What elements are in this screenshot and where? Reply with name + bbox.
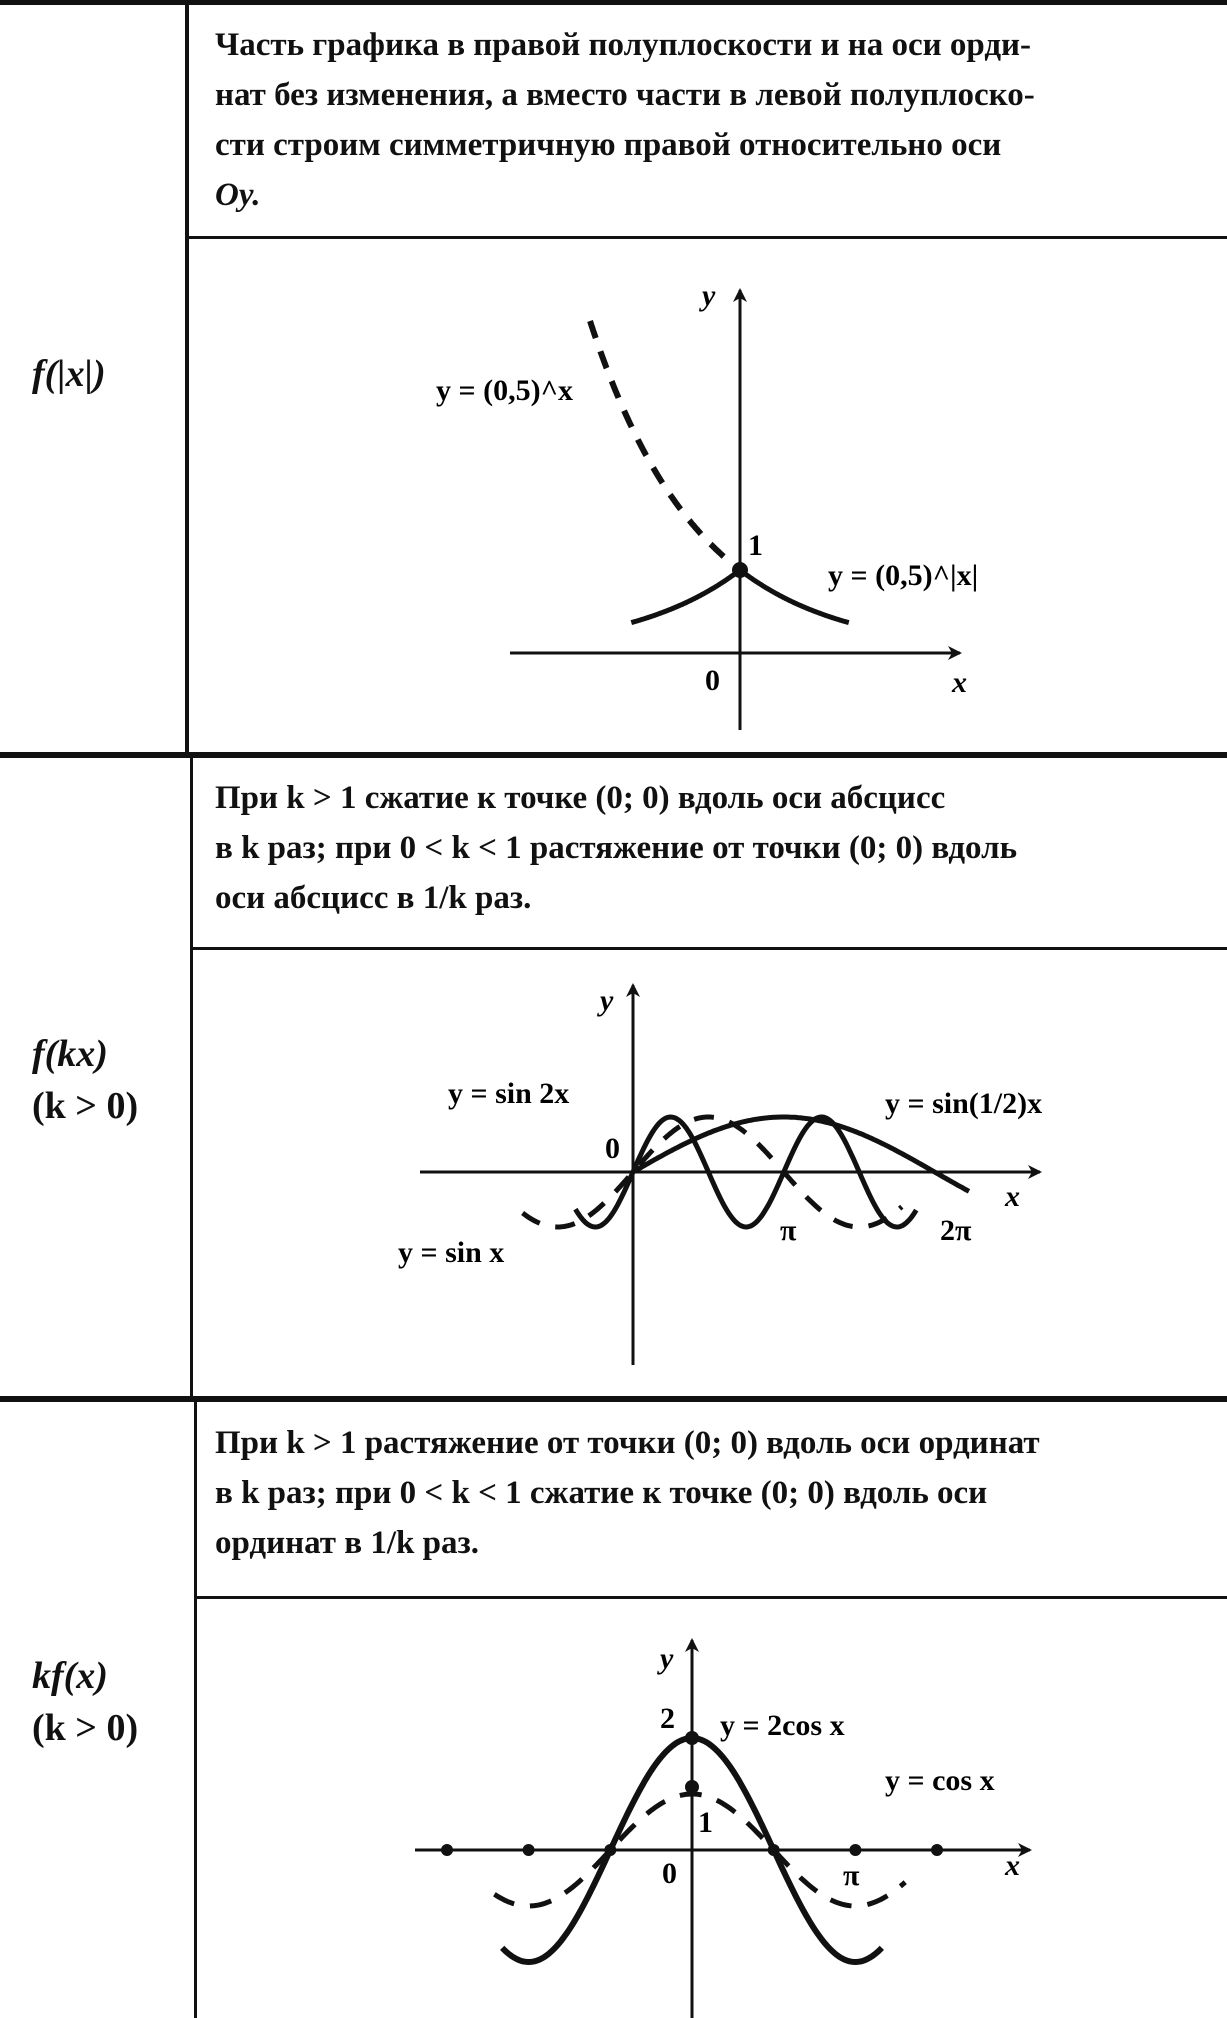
x-axis-label: x [1005,1849,1020,1882]
curve-label-2cosx: y = 2cos x [720,1709,845,1742]
axis-dot [441,1844,453,1856]
desc-line: в k раз; при 0 < k < 1 сжатие к точке (0; 0) вдоль оси [215,1475,988,1511]
curve-label-cosx: y = cos x [885,1764,995,1797]
graph-abs-x [436,279,978,730]
graph-kx [398,984,1042,1365]
tick-pi: π [780,1214,797,1247]
x-axis-label: x [952,666,967,699]
label-line: f(kx) [32,1033,108,1075]
origin-label: 0 [662,1857,677,1890]
intercept-point [732,562,748,578]
origin-label: 0 [605,1132,620,1165]
desc-line: в k раз; при 0 < k < 1 растяжение от точки (0; 0) вдоль [215,830,1018,866]
curve-label-sin2x: y = sin 2x [448,1077,570,1110]
tick-pi: π [843,1859,860,1892]
curve-label-dashed: y = (0,5)^x [436,374,574,407]
point-y1 [685,1780,699,1794]
point-label-1: 1 [748,529,763,562]
desc-line: оси абсцисс в 1/k раз. [215,880,532,916]
desc-line: нат без изменения, а вместо части в левой полуплоско- [215,77,1035,113]
desc-line: При k > 1 сжатие к точке (0; 0) вдоль оси абсцисс [215,780,946,816]
desc-line: сти строим симметричную правой относительно оси [215,127,1002,163]
desc-line: Часть графика в правой полуплоскости и на оси орди- [215,27,1032,63]
curve-label-sinx: y = sin x [398,1236,505,1269]
desc-line: Oy. [215,177,261,213]
x-axis-label: x [1005,1180,1020,1213]
desc-line: ординат в 1/k раз. [215,1525,479,1561]
tick-2pi: 2π [940,1214,972,1247]
label-line: f(|x|) [32,353,106,395]
label-line: (k > 0) [32,1085,139,1127]
label-line: (k > 0) [32,1707,139,1749]
curve-label-sin-half-x: y = sin(1/2)x [885,1087,1043,1120]
point-y2 [685,1731,699,1745]
y-axis-label: y [600,984,614,1017]
axis-dot [849,1844,861,1856]
y-axis-label: y [660,1642,674,1675]
axis-dot [931,1844,943,1856]
axis-dot [604,1844,616,1856]
tick-1: 1 [698,1806,713,1839]
label-line: kf(x) [32,1655,108,1697]
origin-label: 0 [705,664,720,697]
axis-dot [768,1844,780,1856]
curve-label-solid: y = (0,5)^|x| [828,559,979,592]
curve-exp-dashed [590,321,740,570]
y-axis-label: y [702,279,716,312]
graph-kfx [415,1640,1030,2018]
axis-dot [523,1844,535,1856]
desc-line: При k > 1 растяжение от точки (0; 0) вдоль оси ординат [215,1425,1040,1461]
tick-2: 2 [660,1702,675,1735]
